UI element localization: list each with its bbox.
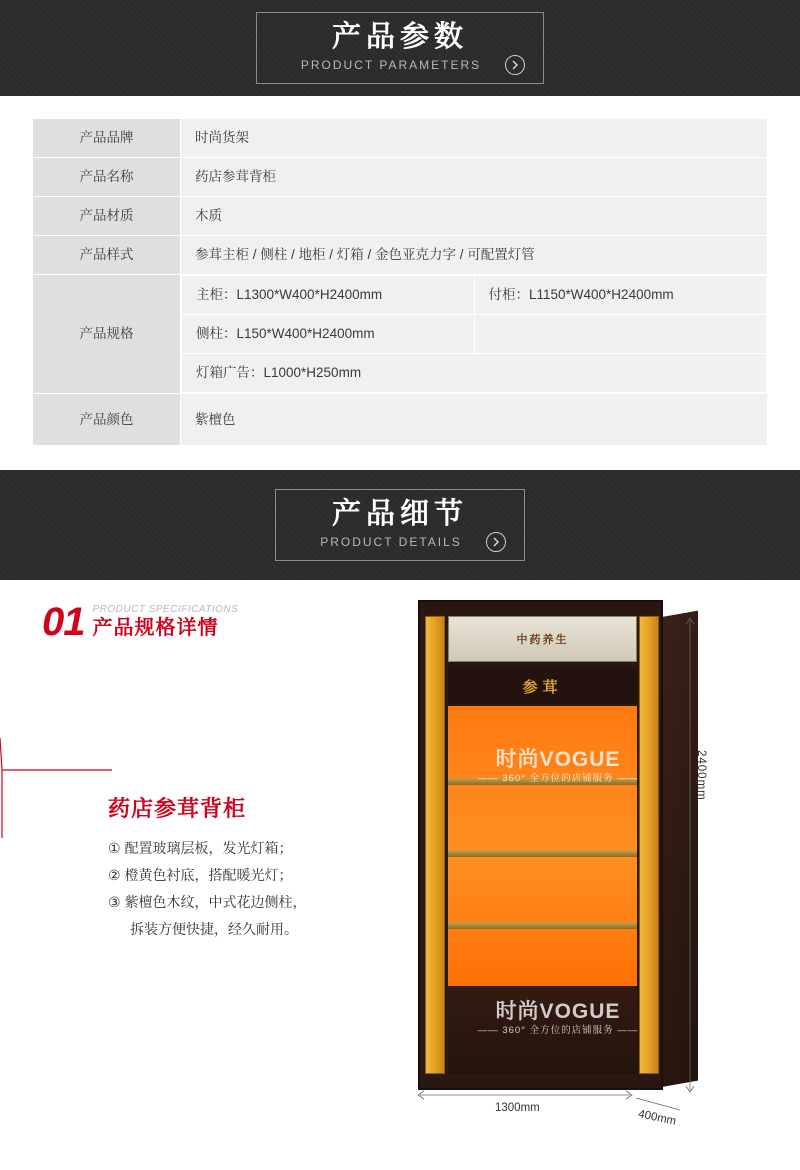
list-text: 拆装方便快捷，经久耐用。 xyxy=(130,921,298,937)
spec-table-wrap xyxy=(0,96,800,470)
table-row-sizes xyxy=(33,275,768,394)
row-value: 木质 xyxy=(181,197,768,236)
row-value: 药店参茸背柜 xyxy=(181,158,768,197)
table-row xyxy=(33,197,768,236)
dimension-width: 1300mm xyxy=(495,1102,540,1114)
list-item xyxy=(108,835,408,862)
callout-title: 药店参茸背柜 xyxy=(108,796,247,821)
list-index: ② xyxy=(108,867,121,883)
row-value: 参茸主柜 / 侧柱 / 地柜 / 灯箱 / 金色亚克力字 / 可配置灯管 xyxy=(181,236,768,275)
table-row xyxy=(33,158,768,197)
chevron-right-icon xyxy=(486,532,506,552)
watermark-sub: —— 360° 全方位的店铺服务 —— xyxy=(477,1025,639,1036)
table-row xyxy=(33,119,768,158)
row-label: 产品材质 xyxy=(33,197,181,236)
list-item xyxy=(108,916,408,943)
section-number: 01 xyxy=(42,600,85,644)
row-label: 产品名称 xyxy=(33,158,181,197)
banner-title: 产品细节 xyxy=(331,498,468,530)
banner-subtitle: PRODUCT DETAILS xyxy=(320,535,462,549)
row-label: 产品规格 xyxy=(33,275,181,394)
list-text: 紫檀色木纹，中式花边侧柱， xyxy=(124,894,307,910)
table-row xyxy=(33,236,768,275)
watermark-main: 时尚VOGUE xyxy=(495,1000,621,1023)
banner-subtitle: PRODUCT PARAMETERS xyxy=(300,58,482,72)
banner-product-details xyxy=(0,470,800,580)
header-band-text: 参茸 xyxy=(522,678,563,696)
feature-list xyxy=(108,835,408,943)
size-cell xyxy=(474,315,767,354)
dimension-depth: 400mm xyxy=(637,1108,678,1128)
callout-block xyxy=(108,792,408,943)
row-label: 产品颜色 xyxy=(33,394,181,446)
row-value: 时尚货架 xyxy=(181,119,768,158)
section-cn-title: 产品规格详情 xyxy=(92,617,219,639)
size-cell: 侧柱：L150*W400*H2400mm xyxy=(182,315,475,354)
row-label: 产品样式 xyxy=(33,236,181,275)
table-row xyxy=(182,354,767,393)
spec-table xyxy=(32,118,768,446)
table-row xyxy=(33,394,768,446)
banner-box xyxy=(256,12,544,84)
list-index: ③ xyxy=(108,894,121,910)
row-value-sizes xyxy=(181,275,768,394)
product-illustration xyxy=(390,590,770,1150)
watermark-sub: —— 360° 全方位的店铺服务 —— xyxy=(477,773,639,784)
list-text: 配置玻璃层板，发光灯箱； xyxy=(124,840,293,856)
size-cell: 灯箱广告：L1000*H250mm xyxy=(182,354,767,393)
table-row xyxy=(182,276,767,315)
banner-box xyxy=(275,489,525,561)
row-value: 紫檀色 xyxy=(181,394,768,446)
list-index: ① xyxy=(108,840,121,856)
section-number-block xyxy=(42,602,238,642)
banner-product-parameters xyxy=(0,0,800,96)
size-subtable xyxy=(181,275,767,393)
size-cell: 付柜：L1150*W400*H2400mm xyxy=(474,276,767,315)
table-row xyxy=(182,315,767,354)
list-text: 橙黄色衬底，搭配暖光灯； xyxy=(124,867,293,883)
details-section xyxy=(0,580,800,1170)
dimension-height: 2400mm xyxy=(695,750,707,801)
dimension-lines xyxy=(390,590,770,1150)
banner-title: 产品参数 xyxy=(331,21,468,53)
row-label: 产品品牌 xyxy=(33,119,181,158)
size-cell: 主柜：L1300*W400*H2400mm xyxy=(182,276,475,315)
leader-line xyxy=(0,730,120,840)
section-en-title: PRODUCT SPECIFICATIONS xyxy=(92,604,239,615)
lightbox-text: 中药养生 xyxy=(516,634,569,646)
list-item xyxy=(108,862,408,889)
watermark-main: 时尚VOGUE xyxy=(495,748,621,771)
chevron-right-icon xyxy=(505,55,525,75)
list-item xyxy=(108,889,408,916)
